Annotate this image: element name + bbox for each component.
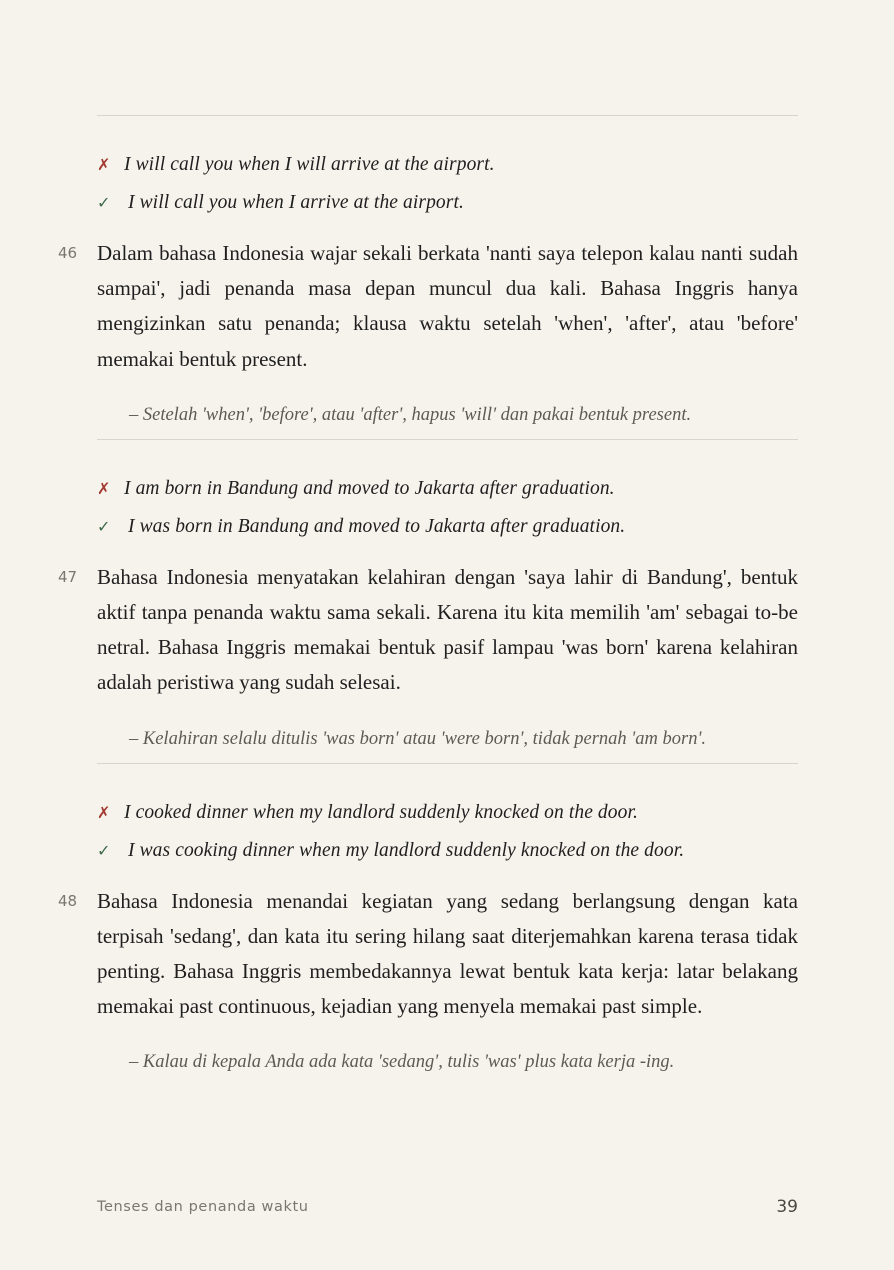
example-pair [97, 440, 798, 546]
entry-48 [58, 763, 798, 1087]
cross-icon: ✗ [97, 804, 111, 822]
check-icon: ✓ [97, 842, 111, 860]
running-chapter-title: Tenses dan penanda waktu [97, 1199, 309, 1215]
explanation [58, 236, 798, 377]
wrong-example-text: I will call you when I will arrive at the airport. [124, 154, 495, 175]
tip-note: – Setelah 'when', 'before', atau 'after', hapus 'will' dan pakai bentuk present. [129, 404, 692, 425]
entry-47 [58, 439, 798, 763]
wrong-example [97, 794, 798, 832]
right-example [97, 832, 798, 870]
page-footer [97, 1197, 798, 1217]
right-example-text: I was cooking dinner when my landlord suddenly knocked on the door. [128, 839, 685, 861]
right-example-text: I will call you when I arrive at the airport. [128, 192, 464, 213]
example-pair [97, 116, 798, 222]
explanation-text: Bahasa Indonesia menandai kegiatan yang sedang berlangsung dengan kata terpisah 'sedang', dan kata itu sering hilang saat diterjemahkan karena terasa tidak penting. Bahasa Inggris membedakannya lewat bentuk kata kerja: latar belakang memakai past continuous, kejadian yang menyela memakai past simple. [97, 888, 798, 1019]
right-example [97, 508, 798, 546]
cross-icon: ✗ [97, 480, 111, 498]
check-icon: ✓ [97, 518, 111, 536]
explanation-text: Bahasa Indonesia menyatakan kelahiran dengan 'saya lahir di Bandung', bentuk aktif tanpa penanda waktu sama sekali. Karena itu kita memilih 'am' sebagai to-be netral. Bahasa Inggris memakai bentuk pasif lampau 'was born' karena kelahiran adalah peristiwa yang sudah selesai. [97, 564, 798, 695]
explanation [58, 560, 798, 701]
wrong-example [97, 470, 798, 508]
entry-46 [58, 115, 798, 439]
page-number: 39 [776, 1197, 798, 1217]
explanation-text: Dalam bahasa Indonesia wajar sekali berkata 'nanti saya telepon kalau nanti sudah sampai', jadi penanda masa depan muncul dua kali. Bahasa Inggris hanya mengizinkan satu penanda; klausa waktu setelah 'when', 'after', atau 'before' memakai bentuk present. [97, 241, 798, 371]
entry-number: 48 [58, 891, 78, 910]
right-example-text: I was born in Bandung and moved to Jakarta after graduation. [128, 515, 626, 537]
check-icon: ✓ [97, 195, 111, 212]
page-content [58, 115, 798, 1086]
wrong-example [97, 146, 798, 184]
wrong-example-text: I cooked dinner when my landlord suddenly knocked on the door. [124, 801, 638, 823]
wrong-example-text: I am born in Bandung and moved to Jakarta after graduation. [124, 477, 615, 499]
entry-number: 46 [58, 244, 78, 262]
right-example [97, 184, 798, 222]
entry-number: 47 [58, 567, 78, 586]
tip-note: – Kelahiran selalu ditulis 'was born' atau 'were born', tidak pernah 'am born'. [129, 728, 707, 749]
explanation [58, 884, 798, 1025]
cross-icon: ✗ [97, 157, 111, 174]
example-pair [97, 764, 798, 870]
tip-note: – Kalau di kepala Anda ada kata 'sedang', tulis 'was' plus kata kerja -ing. [129, 1052, 675, 1073]
